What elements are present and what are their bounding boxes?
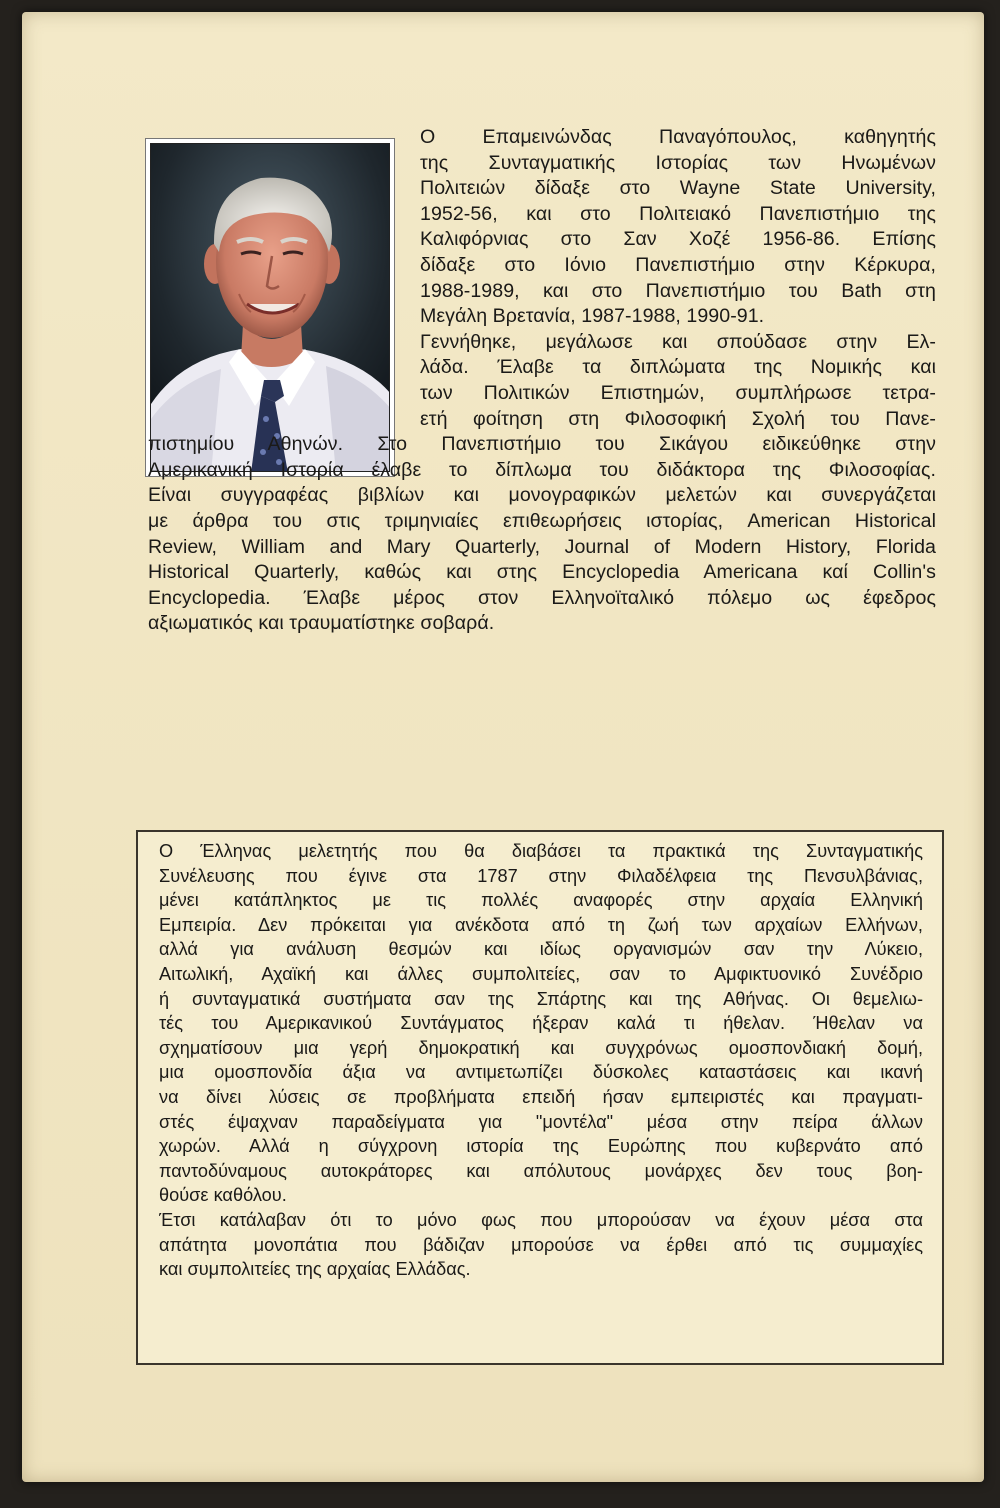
summary-line: και συμπολιτείες της αρχαίας Ελλάδας. bbox=[159, 1259, 471, 1280]
bio-line: Historical Quarterly, καθώς και στης Encyclopedia Americana καί Collin's bbox=[148, 561, 936, 584]
book-back-cover bbox=[22, 12, 984, 1482]
summary-line: μένει κατάπληκτος με τις πολλές αναφορές στην αρχαία Ελληνική bbox=[159, 890, 923, 911]
summary-line: μια ομοσπονδία άξια να αντιμετωπίζει δύσκολες καταστάσεις και ικανή bbox=[159, 1062, 923, 1083]
summary-text bbox=[159, 839, 923, 1282]
bio-line: Πολιτειών δίδαξε στο Wayne State University, bbox=[420, 177, 936, 200]
bio-line: 1988-1989, και στο Πανεπιστήμιο του Bath στη bbox=[420, 279, 936, 302]
bio-line: Γεννήθηκε, μεγάλωσε και σπούδασε στην Ελ- bbox=[420, 330, 936, 353]
bio-line: Encyclopedia. Έλαβε μέρος στον Ελληνοϊταλικό πόλεμο ως έφεδρος bbox=[148, 586, 936, 609]
summary-line: στές έψαχναν παραδείγματα για "μοντέλα" μέσα στην πείρα άλλων bbox=[159, 1111, 923, 1132]
bio-line: των Πολιτικών Επιστημών, συμπλήρωσε τετρα- bbox=[420, 381, 936, 404]
summary-line: Εμπειρία. Δεν πρόκειται για ανέκδοτα από τη ζωή των αρχαίων Ελλήνων, bbox=[159, 914, 923, 935]
summary-line: τές του Αμερικανικού Συντάγματος ήξεραν καλά τι ήθελαν. Ήθελαν να bbox=[159, 1013, 923, 1034]
summary-line: παντοδύναμους αυτοκράτορες και απόλυτους μονάρχες δεν τους βοη- bbox=[159, 1160, 923, 1181]
summary-line: χωρών. Αλλά η σύγχρονη ιστορία της Ευρώπης που κυβερνάτο από bbox=[159, 1136, 923, 1157]
bio-line: Review, William and Mary Quarterly, Journal of Modern History, Florida bbox=[148, 535, 936, 558]
bio-line: με άρθρα του στις τριμηνιαίες επιθεωρήσεις ιστορίας, American Historical bbox=[148, 509, 936, 532]
summary-line: Συνέλευσης που έγινε στα 1787 στην Φιλαδέλφεια της Πενσυλβάνιας, bbox=[159, 865, 923, 886]
summary-line: Αιτωλική, Αχαϊκή και άλλες συμπολιτείες, σαν το Αμφικτυονικό Συνέδριο bbox=[159, 963, 923, 984]
summary-line: Έτσι κατάλαβαν ότι το μόνο φως που μπορούσαν να έχουν μέσα στα bbox=[159, 1209, 923, 1230]
bio-line: Ο Επαμεινώνδας Παναγόπουλος, καθηγητής bbox=[420, 126, 936, 148]
summary-box bbox=[136, 830, 944, 1365]
bio-line: Μεγάλη Βρετανία, 1987-1988, 1990-91. bbox=[420, 305, 765, 328]
bio-line: Είναι συγγραφέας βιβλίων και μονογραφικών μελετών και συνεργάζεται bbox=[148, 484, 936, 507]
bio-line: Αμερικανική Ιστορία έλαβε το δίπλωμα του διδάκτορα της Φιλοσοφίας. bbox=[148, 458, 936, 481]
summary-line: σχηματίσουν μια γερή δημοκρατική και συγχρόνως ομοσπονδιακή δομή, bbox=[159, 1037, 923, 1058]
summary-line: αλλά για ανάλυση θεσμών και ιδίως οργανισμών σαν την Λύκειο, bbox=[159, 939, 923, 960]
bio-line: της Συνταγματικής Ιστορίας των Ηνωμένων bbox=[420, 151, 936, 174]
bio-line: αξιωματικός και τραυματίστηκε σοβαρά. bbox=[148, 612, 495, 635]
bio-line: Καλιφόρνιας στο Σαν Χοζέ 1956-86. Επίσης bbox=[420, 228, 936, 251]
bio-line: πιστημίου Αθηνών. Στο Πανεπιστήμιο του Σικάγου ειδικεύθηκε στην bbox=[148, 433, 936, 456]
summary-line: να δίνει λύσεις σε προβλήματα επειδή ήσαν εμπειριστές και πραγματι- bbox=[159, 1086, 923, 1107]
summary-line: απάτητα μονοπάτια που βάδιζαν μπορούσε να έρθει από τις συμμαχίες bbox=[159, 1234, 923, 1255]
summary-line: Ο Έλληνας μελετητής που θα διαβάσει τα πρακτικά της Συνταγματικής bbox=[159, 841, 923, 861]
author-biography bbox=[148, 125, 936, 637]
summary-line: θούσε καθόλου. bbox=[159, 1185, 287, 1206]
bio-line: δίδαξε στο Ιόνιο Πανεπιστήμιο στην Κέρκυρα, bbox=[420, 253, 936, 276]
summary-line: ή συνταγματικά συστήματα σαν της Σπάρτης και της Αθήνας. Οι θεμελιω- bbox=[159, 988, 923, 1009]
bio-line: λάδα. Έλαβε τα διπλώματα της Νομικής και bbox=[420, 356, 936, 379]
bio-line: ετή φοίτηση στη Φιλοσοφική Σχολή του Πανε- bbox=[420, 407, 936, 430]
bio-line: 1952-56, και στο Πολιτειακό Πανεπιστήμιο της bbox=[420, 202, 936, 225]
